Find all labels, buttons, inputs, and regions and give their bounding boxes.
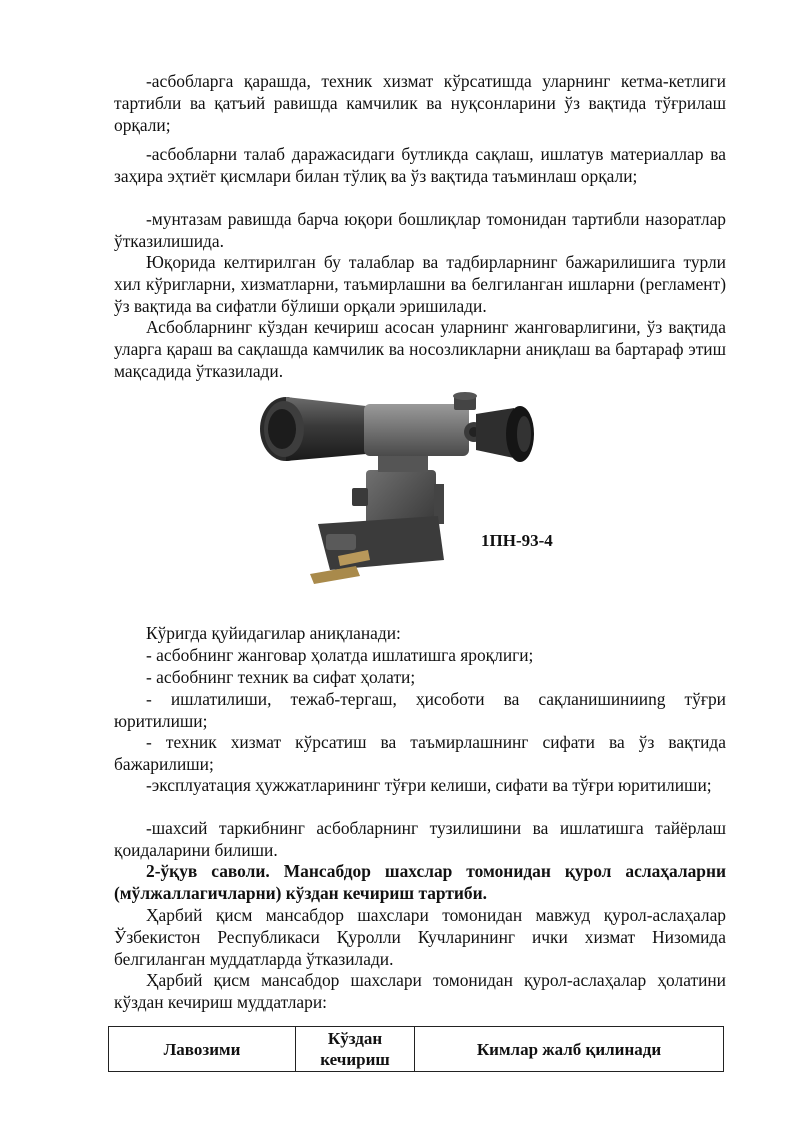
paragraph: Ҳарбий қисм мансабдор шахслари томонидан мавжуд қурол-аслаҳалар Ўзбекистон Республикаси Қуролли Кучларининг ички хизмат Низомида белгиланган муддатларда ўтказилади. — [114, 905, 726, 969]
paragraph: -асбобларни талаб даражасидаги бутликда сақлаш, ишлатув материаллар ва заҳира эҳтиёт қисмлари билан тўлиқ ва ўз вақтида таъминлаш орқали; — [114, 144, 726, 186]
paragraph: Ҳарбий қисм мансабдор шахслари томонидан қурол-аслаҳалар ҳолатини кўздан кечириш муддатлари: — [114, 970, 726, 1012]
table-header-row — [109, 1027, 724, 1072]
list-item: -эксплуатация ҳужжатларининг тўғри келиши, сифати ва тўғри юритилиши; — [146, 775, 712, 795]
section-heading: 2-ўқув саволи. Мансабдор шахслар томонидан қурол аслаҳаларни (мўлжаллагичларни) кўздан кечириш тартиби. — [114, 861, 726, 903]
table-header-inspection: Кўздан кечириш — [296, 1027, 415, 1072]
list-item: -шахсий таркибнинг асбобларнинг тузилишини ва ишлатишга тайёрлаш қоидаларини билиши. — [114, 818, 726, 860]
paragraph: Юқорида келтирилган бу талаблар ва тадбирларнинг бажарилишига турли хил кўригларни, хизматларни, таъмирлашни ва белгиланган ишларни (регламент) ўз вақтида ва сифатли бўлиши орқали эришилади. — [114, 252, 726, 316]
list-item: - ишлатилиши, тежаб-тергаш, ҳисоботи ва сақланишинииng тўғри юритилиши; — [114, 689, 726, 731]
figure-caption: 1ПН-93-4 — [481, 531, 553, 550]
list-item: - асбобнинг жанговар ҳолатда ишлатишга яроқлиги; — [146, 645, 534, 665]
list-intro: Кўригда қуйидагилар аниқланади: — [146, 623, 401, 643]
table-header-participants: Кимлар жалб қилинади — [415, 1027, 724, 1072]
paragraph: -мунтазам равишда барча юқори бошлиқлар томонидан тартибли назоратлар ўтказилишида. — [114, 209, 726, 251]
list-item: - асбобнинг техник ва сифат ҳолати; — [146, 667, 416, 687]
inspection-schedule-table — [108, 1026, 724, 1072]
list-item: - техник хизмат кўрсатиш ва таъмирлашнинг сифати ва ўз вақтида бажарилиши; — [114, 732, 726, 774]
night-vision-sight-image — [238, 384, 538, 589]
table-header-position: Лавозими — [109, 1027, 296, 1072]
paragraph: -асбобларга қарашда, техник хизмат кўрсатишда уларнинг кетма-кетлиги тартибли ва қатъий равишда камчилик ва нуқсонларини ўз вақтида тўғрилаш орқали; — [114, 71, 726, 135]
paragraph: Асбобларнинг кўздан кечириш асосан уларнинг жанговарлигини, ўз вақтида уларга қараш ва сақлашда камчилик ва носозликларни аниқлаш ва бартараф этиш мақсадида ўтказилади. — [114, 317, 726, 381]
